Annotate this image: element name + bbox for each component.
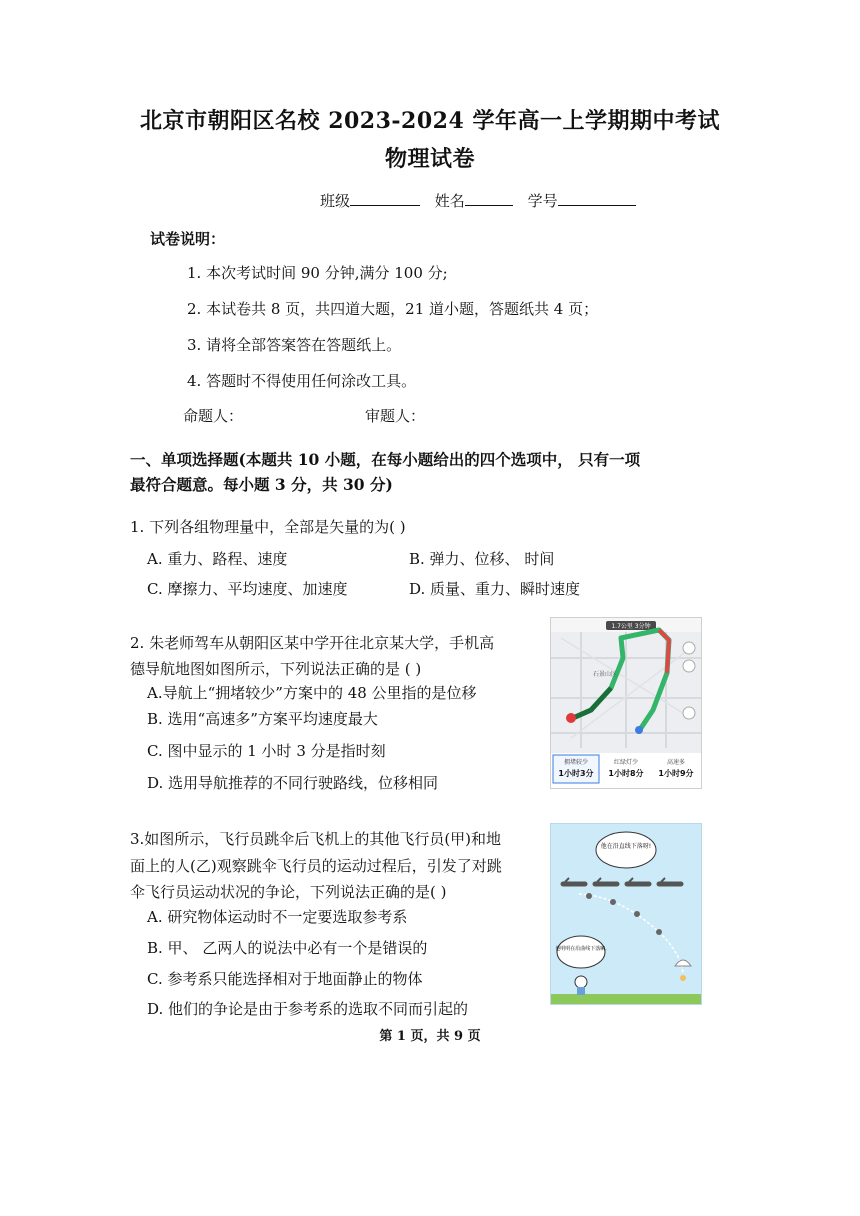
route-name: 拥堵较少 (563, 759, 589, 766)
q2-option-c: C. 图中显示的 1 小时 3 分是指时刻 (147, 742, 386, 760)
q2-option-a: A.导航上“拥堵较少”方案中的 48 公里指的是位移 (147, 684, 477, 702)
instruction-item: 2. 本试卷共 8 页，共四道大题，21 道小题，答题纸共 4 页； (187, 300, 599, 318)
navigation-map-image (550, 617, 702, 789)
class-label: 班级 (320, 192, 351, 210)
map-top-label: 1.7公里 3分钟 (611, 623, 651, 630)
cartoon-graphic (551, 824, 701, 1004)
route-time: 1小时8分 (608, 769, 644, 778)
q3-option-a: A. 研究物体运动时不一定要选取参考系 (147, 908, 408, 926)
q1-option-b: B. 弹力、位移、 时间 (409, 550, 555, 568)
setter-label: 命题人： (183, 407, 244, 425)
map-graphic (551, 618, 701, 788)
page-title: 北京市朝阳区名校 2023-2024 学年高一上学期期中考试 (140, 108, 720, 134)
class-blank (350, 191, 420, 206)
name-blank (465, 191, 513, 206)
route-time: 1小时3分 (558, 769, 594, 778)
map-place-label: 石景山区 (593, 671, 618, 678)
page-subtitle: 物理试卷 (384, 146, 475, 172)
route-name: 红绿灯少 (613, 759, 639, 766)
speech-bubble-top: 他在沿直线下落呀! (600, 843, 652, 850)
page-footer: 第 1 页，共 9 页 (379, 1029, 481, 1044)
route-time: 1小时9分 (658, 769, 694, 778)
q3-stem: 3.如图所示，飞行员跳伞后飞机上的其他飞行员(甲)和地 (130, 830, 502, 848)
section-heading: 一、单项选择题(本题共 10 小题，在每小题给出的四个选项中， 只有一项 (130, 450, 641, 469)
q1-option-c: C. 摩擦力、平均速度、加速度 (147, 580, 348, 598)
id-label: 学号 (527, 192, 558, 210)
instruction-item: 4. 答题时不得使用任何涂改工具。 (187, 372, 417, 390)
q3-option-c: C. 参考系只能选择相对于地面静止的物体 (147, 970, 423, 988)
id-blank (558, 191, 636, 206)
instruction-item: 3. 请将全部答案答在答题纸上。 (187, 336, 402, 354)
q1-option-a: A. 重力、路程、速度 (147, 550, 288, 568)
q2-stem: 2. 朱老师驾车从朝阳区某中学开往北京某大学，手机高 (130, 634, 495, 652)
instructions-heading: 试卷说明： (150, 230, 226, 248)
instruction-item: 1. 本次考试时间 90 分钟,满分 100 分; (187, 264, 448, 282)
route-name: 高速多 (666, 759, 686, 766)
q2-stem-cont: 德导航地图如图所示，下列说法正确的是 ( ) (130, 660, 422, 678)
student-info (320, 190, 646, 211)
q3-option-b: B. 甲、 乙两人的说法中必有一个是错误的 (147, 939, 428, 957)
section-heading-cont: 最符合题意。每小题 3 分，共 30 分) (130, 475, 393, 494)
reviewer-label: 审题人： (365, 407, 426, 425)
q1-option-d: D. 质量、重力、瞬时速度 (409, 580, 581, 598)
name-label: 姓名 (434, 192, 465, 210)
q2-option-d: D. 选用导航推荐的不同行驶路线，位移相同 (147, 774, 439, 792)
q2-option-b: B. 选用“高速多”方案平均速度最大 (147, 710, 378, 728)
q3-stem-cont2: 伞飞行员运动状况的争论，下列说法正确的是( ) (130, 883, 447, 901)
q3-option-d: D. 他们的争论是由于参考系的选取不同而引起的 (147, 1000, 469, 1018)
speech-bubble-bottom: 他明明在沿曲线下落嘛. (555, 946, 607, 952)
q3-stem-cont: 面上的人(乙)观察跳伞飞行员的运动过程后，引发了对跳 (130, 857, 502, 875)
q1-stem: 1. 下列各组物理量中，全部是矢量的为( ) (130, 518, 406, 536)
parachute-cartoon-image (550, 823, 702, 1005)
